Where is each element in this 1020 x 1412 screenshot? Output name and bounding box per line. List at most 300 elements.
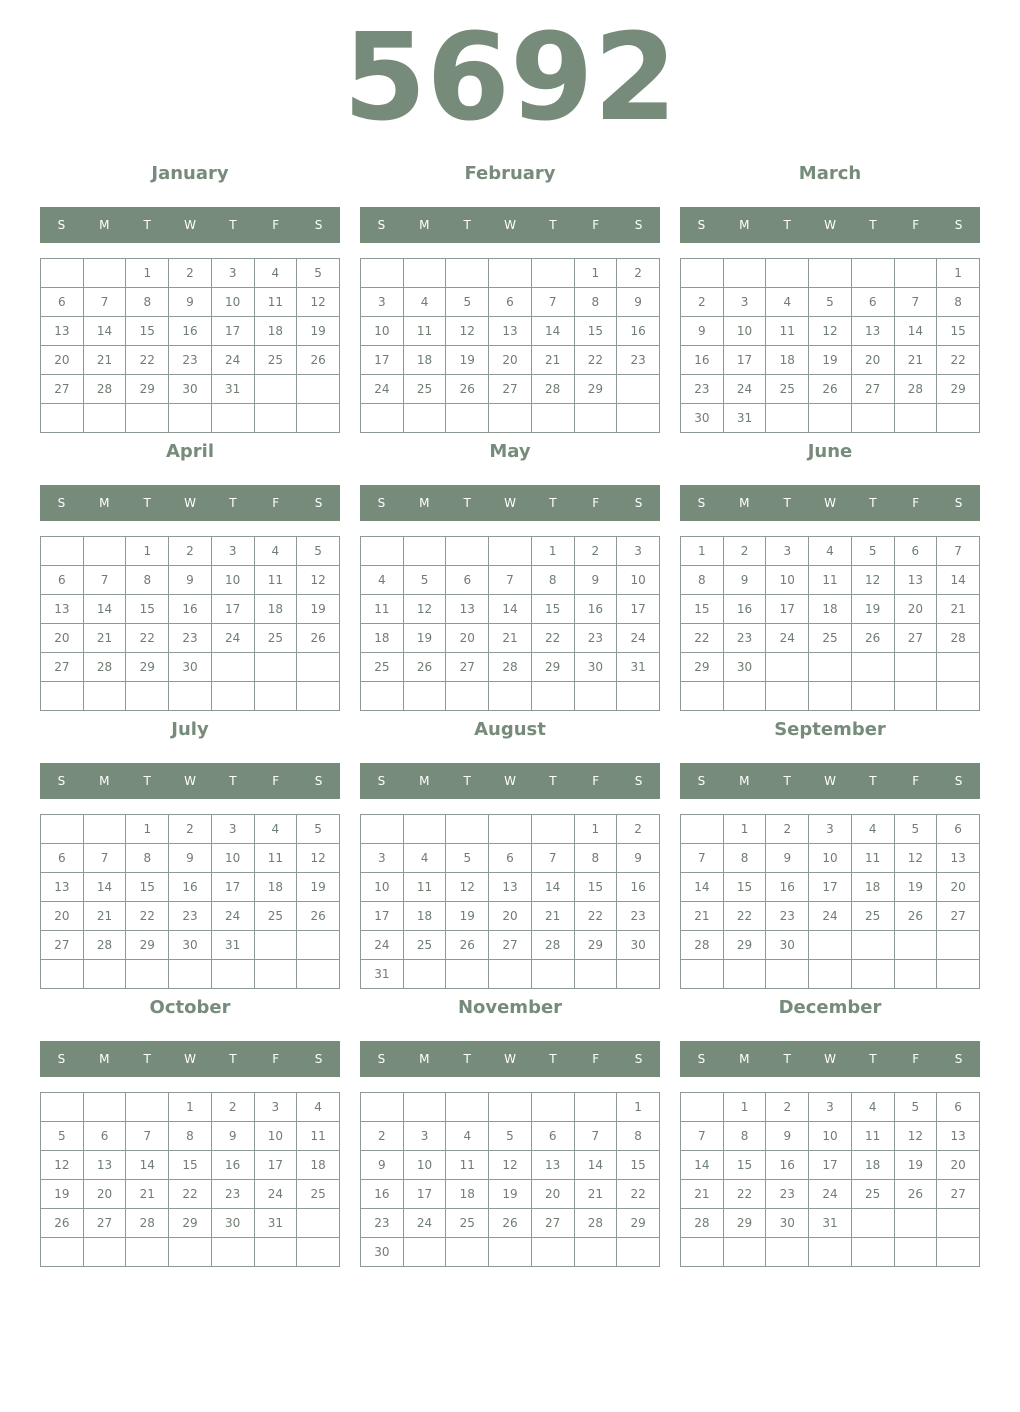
day-cell: 26 (446, 375, 489, 404)
day-cell: 27 (851, 375, 894, 404)
day-cell: 30 (574, 653, 617, 682)
weekday-label: F (592, 218, 600, 232)
week-row (41, 537, 340, 566)
day-cell: 6 (489, 844, 532, 873)
empty-cell (681, 1093, 724, 1122)
day-cell: 19 (489, 1180, 532, 1209)
weekday-label: S (314, 218, 323, 232)
day-cell: 10 (617, 566, 660, 595)
day-cell: 9 (169, 288, 212, 317)
empty-cell (446, 1238, 489, 1267)
day-cell: 19 (446, 346, 489, 375)
day-cell: 3 (723, 288, 766, 317)
week-row (361, 1209, 660, 1238)
day-cell: 17 (766, 595, 809, 624)
day-cell: 16 (169, 317, 212, 346)
day-cell: 1 (681, 537, 724, 566)
empty-cell (83, 259, 126, 288)
day-cell: 13 (83, 1151, 126, 1180)
week-row (361, 1238, 660, 1267)
day-cell: 10 (766, 566, 809, 595)
empty-cell (723, 682, 766, 711)
day-cell: 23 (766, 902, 809, 931)
day-cell: 31 (254, 1209, 297, 1238)
day-cell: 4 (766, 288, 809, 317)
empty-cell (403, 404, 446, 433)
empty-cell (361, 259, 404, 288)
day-cell: 15 (723, 1151, 766, 1180)
weekday-label: S (314, 496, 323, 510)
day-cell: 7 (894, 288, 937, 317)
day-cell: 30 (169, 375, 212, 404)
day-cell: 7 (126, 1122, 169, 1151)
empty-cell (723, 1238, 766, 1267)
day-cell: 26 (297, 346, 340, 375)
empty-cell (403, 815, 446, 844)
day-cell: 21 (83, 624, 126, 653)
week-row (41, 1093, 340, 1122)
day-cell: 21 (574, 1180, 617, 1209)
day-cell: 4 (851, 815, 894, 844)
day-cell: 7 (574, 1122, 617, 1151)
day-cell: 4 (361, 566, 404, 595)
week-row (681, 375, 980, 404)
day-cell: 3 (211, 259, 254, 288)
day-cell: 26 (894, 902, 937, 931)
day-cell: 24 (361, 375, 404, 404)
weekday-label: T (783, 774, 791, 788)
day-cell: 12 (297, 288, 340, 317)
day-cell: 13 (41, 873, 84, 902)
day-grid (360, 814, 660, 989)
month-name: February (464, 163, 556, 184)
day-cell: 4 (254, 259, 297, 288)
day-cell: 5 (446, 844, 489, 873)
weekday-label: S (697, 774, 706, 788)
empty-cell (531, 682, 574, 711)
day-cell: 29 (723, 1209, 766, 1238)
day-cell: 29 (574, 375, 617, 404)
empty-cell (41, 404, 84, 433)
day-cell: 21 (126, 1180, 169, 1209)
weekday-label: W (504, 218, 516, 232)
day-cell: 2 (169, 259, 212, 288)
day-cell: 23 (766, 1180, 809, 1209)
weekday-label: T (783, 218, 791, 232)
empty-cell (723, 259, 766, 288)
empty-cell (41, 259, 84, 288)
day-cell: 21 (681, 1180, 724, 1209)
day-cell: 7 (83, 288, 126, 317)
day-cell: 3 (361, 288, 404, 317)
weekday-label: S (954, 496, 963, 510)
day-cell: 27 (894, 624, 937, 653)
day-cell: 3 (403, 1122, 446, 1151)
day-cell: 31 (361, 960, 404, 989)
week-row (361, 1180, 660, 1209)
day-cell: 21 (894, 346, 937, 375)
day-cell: 30 (723, 653, 766, 682)
week-row (41, 259, 340, 288)
day-cell: 26 (809, 375, 852, 404)
day-cell: 31 (723, 404, 766, 433)
day-cell: 22 (531, 624, 574, 653)
month-name: June (807, 441, 853, 462)
empty-cell (211, 682, 254, 711)
day-cell: 4 (851, 1093, 894, 1122)
day-cell: 14 (531, 317, 574, 346)
day-cell: 7 (681, 844, 724, 873)
weekday-label: S (314, 774, 323, 788)
day-cell: 14 (83, 595, 126, 624)
day-cell: 28 (531, 375, 574, 404)
day-cell: 25 (809, 624, 852, 653)
day-cell: 5 (446, 288, 489, 317)
month-october (40, 993, 340, 1263)
day-cell: 29 (723, 931, 766, 960)
day-cell: 23 (169, 624, 212, 653)
day-cell: 4 (403, 288, 446, 317)
empty-cell (937, 1238, 980, 1267)
empty-cell (851, 682, 894, 711)
day-cell: 10 (211, 288, 254, 317)
week-row (361, 624, 660, 653)
day-cell: 2 (681, 288, 724, 317)
day-cell: 13 (531, 1151, 574, 1180)
empty-cell (531, 1093, 574, 1122)
weekday-label: S (57, 774, 66, 788)
day-cell: 1 (126, 815, 169, 844)
day-cell: 30 (169, 653, 212, 682)
day-cell: 28 (83, 931, 126, 960)
day-cell: 30 (169, 931, 212, 960)
day-cell: 17 (361, 346, 404, 375)
day-cell: 16 (361, 1180, 404, 1209)
empty-cell (211, 653, 254, 682)
day-cell: 9 (574, 566, 617, 595)
week-row (41, 1151, 340, 1180)
weekday-label: M (739, 774, 750, 788)
empty-cell (809, 259, 852, 288)
empty-cell (254, 931, 297, 960)
day-cell: 19 (297, 873, 340, 902)
day-cell: 24 (403, 1209, 446, 1238)
day-cell: 8 (723, 1122, 766, 1151)
week-row (41, 288, 340, 317)
empty-cell (894, 259, 937, 288)
weekday-label: W (504, 774, 516, 788)
day-cell: 26 (894, 1180, 937, 1209)
empty-cell (851, 404, 894, 433)
empty-cell (681, 815, 724, 844)
empty-cell (446, 1093, 489, 1122)
weekday-label: W (824, 774, 836, 788)
day-cell: 4 (446, 1122, 489, 1151)
empty-cell (169, 1238, 212, 1267)
day-cell: 17 (809, 1151, 852, 1180)
weekday-label: F (912, 218, 920, 232)
day-cell: 14 (126, 1151, 169, 1180)
day-cell: 27 (41, 375, 84, 404)
weekday-header (40, 485, 340, 521)
day-cell: 23 (211, 1180, 254, 1209)
day-cell: 24 (254, 1180, 297, 1209)
empty-cell (169, 682, 212, 711)
day-cell: 11 (297, 1122, 340, 1151)
day-cell: 7 (937, 537, 980, 566)
empty-cell (617, 960, 660, 989)
weekday-label: W (184, 774, 196, 788)
empty-cell (489, 259, 532, 288)
day-cell: 21 (489, 624, 532, 653)
empty-cell (617, 1238, 660, 1267)
day-cell: 2 (617, 259, 660, 288)
day-cell: 11 (851, 1122, 894, 1151)
day-cell: 3 (211, 815, 254, 844)
month-name: January (151, 163, 229, 184)
day-cell: 2 (617, 815, 660, 844)
week-row (41, 902, 340, 931)
week-row (41, 1180, 340, 1209)
empty-cell (361, 682, 404, 711)
empty-cell (937, 682, 980, 711)
weekday-label: F (272, 218, 280, 232)
day-cell: 12 (489, 1151, 532, 1180)
weekday-label: T (869, 774, 877, 788)
weekday-label: S (697, 496, 706, 510)
day-cell: 17 (211, 873, 254, 902)
day-cell: 10 (361, 317, 404, 346)
day-cell: 27 (41, 653, 84, 682)
year-title: 5692 (343, 9, 677, 148)
empty-cell (83, 404, 126, 433)
week-row (361, 595, 660, 624)
day-cell: 15 (574, 873, 617, 902)
day-grid (40, 814, 340, 989)
empty-cell (937, 653, 980, 682)
day-cell: 6 (41, 288, 84, 317)
day-cell: 8 (126, 844, 169, 873)
empty-cell (723, 960, 766, 989)
weekday-label: T (783, 496, 791, 510)
week-row (41, 682, 340, 711)
day-cell: 10 (809, 1122, 852, 1151)
weekday-label: T (143, 1052, 151, 1066)
day-cell: 9 (681, 317, 724, 346)
day-cell: 27 (83, 1209, 126, 1238)
empty-cell (361, 815, 404, 844)
day-cell: 12 (894, 844, 937, 873)
day-cell: 1 (126, 537, 169, 566)
weekday-label: T (463, 496, 471, 510)
day-cell: 10 (211, 566, 254, 595)
day-cell: 5 (297, 815, 340, 844)
day-cell: 29 (169, 1209, 212, 1238)
empty-cell (489, 404, 532, 433)
week-row (41, 624, 340, 653)
weekday-label: F (592, 1052, 600, 1066)
day-cell: 21 (937, 595, 980, 624)
empty-cell (297, 375, 340, 404)
empty-cell (83, 682, 126, 711)
weekday-label: S (377, 1052, 386, 1066)
week-row (361, 346, 660, 375)
week-row (681, 960, 980, 989)
day-cell: 28 (126, 1209, 169, 1238)
day-cell: 6 (937, 1093, 980, 1122)
weekday-label: T (143, 496, 151, 510)
day-cell: 25 (403, 375, 446, 404)
day-grid (680, 1092, 980, 1267)
empty-cell (41, 1238, 84, 1267)
empty-cell (489, 815, 532, 844)
empty-cell (851, 259, 894, 288)
day-cell: 3 (809, 815, 852, 844)
day-cell: 28 (531, 931, 574, 960)
day-cell: 11 (254, 566, 297, 595)
day-cell: 15 (126, 873, 169, 902)
empty-cell (403, 537, 446, 566)
empty-cell (531, 259, 574, 288)
day-grid (40, 536, 340, 711)
week-row (681, 566, 980, 595)
day-cell: 20 (41, 902, 84, 931)
day-cell: 23 (723, 624, 766, 653)
day-cell: 13 (937, 1122, 980, 1151)
day-cell: 13 (446, 595, 489, 624)
day-cell: 25 (851, 1180, 894, 1209)
day-cell: 1 (574, 259, 617, 288)
empty-cell (83, 815, 126, 844)
empty-cell (41, 537, 84, 566)
month-name: September (774, 719, 886, 740)
day-cell: 28 (83, 653, 126, 682)
weekday-label: S (634, 496, 643, 510)
day-cell: 8 (617, 1122, 660, 1151)
week-row (361, 317, 660, 346)
day-cell: 20 (531, 1180, 574, 1209)
day-cell: 27 (489, 931, 532, 960)
empty-cell (297, 1209, 340, 1238)
week-row (681, 682, 980, 711)
day-cell: 14 (894, 317, 937, 346)
weekday-header (360, 1041, 660, 1077)
day-cell: 20 (894, 595, 937, 624)
day-cell: 14 (681, 873, 724, 902)
day-cell: 4 (254, 815, 297, 844)
empty-cell (41, 960, 84, 989)
day-cell: 14 (937, 566, 980, 595)
day-cell: 20 (489, 902, 532, 931)
weekday-label: W (824, 218, 836, 232)
empty-cell (766, 653, 809, 682)
weekday-label: T (463, 218, 471, 232)
week-row (681, 1122, 980, 1151)
day-cell: 19 (297, 317, 340, 346)
day-grid (680, 258, 980, 433)
day-cell: 7 (83, 844, 126, 873)
day-cell: 19 (809, 346, 852, 375)
day-cell: 4 (809, 537, 852, 566)
day-cell: 15 (617, 1151, 660, 1180)
empty-cell (126, 404, 169, 433)
week-row (681, 844, 980, 873)
week-row (361, 1093, 660, 1122)
month-name: November (457, 997, 563, 1018)
day-cell: 17 (617, 595, 660, 624)
week-row (681, 873, 980, 902)
month-january (40, 159, 340, 429)
empty-cell (809, 931, 852, 960)
day-cell: 22 (681, 624, 724, 653)
day-cell: 1 (617, 1093, 660, 1122)
day-grid (680, 536, 980, 711)
day-cell: 12 (809, 317, 852, 346)
weekday-label: T (783, 1052, 791, 1066)
weekday-label: S (377, 774, 386, 788)
month-name: March (798, 163, 862, 184)
day-cell: 1 (574, 815, 617, 844)
day-cell: 17 (723, 346, 766, 375)
day-cell: 29 (126, 653, 169, 682)
day-cell: 21 (681, 902, 724, 931)
day-cell: 8 (574, 288, 617, 317)
day-cell: 12 (41, 1151, 84, 1180)
day-cell: 18 (254, 873, 297, 902)
month-april (40, 437, 340, 707)
day-grid (680, 814, 980, 989)
day-cell: 31 (211, 931, 254, 960)
day-cell: 5 (851, 537, 894, 566)
week-row (681, 902, 980, 931)
weekday-label: T (869, 496, 877, 510)
day-cell: 18 (766, 346, 809, 375)
week-row (41, 653, 340, 682)
empty-cell (766, 404, 809, 433)
day-cell: 24 (809, 902, 852, 931)
weekday-label: W (504, 1052, 516, 1066)
week-row (41, 960, 340, 989)
day-cell: 9 (361, 1151, 404, 1180)
empty-cell (297, 682, 340, 711)
empty-cell (254, 653, 297, 682)
day-cell: 20 (937, 873, 980, 902)
day-cell: 8 (126, 288, 169, 317)
weekday-label: T (869, 1052, 877, 1066)
month-name: May (489, 441, 531, 462)
day-cell: 24 (211, 624, 254, 653)
empty-cell (851, 931, 894, 960)
day-cell: 14 (489, 595, 532, 624)
day-cell: 9 (211, 1122, 254, 1151)
empty-cell (361, 1093, 404, 1122)
day-cell: 24 (211, 346, 254, 375)
weekday-header (40, 1041, 340, 1077)
weekday-label: S (377, 218, 386, 232)
empty-cell (126, 1238, 169, 1267)
weekday-label: M (739, 218, 750, 232)
week-row (361, 259, 660, 288)
week-row (681, 1093, 980, 1122)
day-cell: 18 (361, 624, 404, 653)
day-cell: 12 (403, 595, 446, 624)
day-cell: 20 (937, 1151, 980, 1180)
empty-cell (297, 960, 340, 989)
day-cell: 28 (574, 1209, 617, 1238)
day-cell: 5 (297, 537, 340, 566)
day-cell: 31 (809, 1209, 852, 1238)
day-cell: 15 (723, 873, 766, 902)
